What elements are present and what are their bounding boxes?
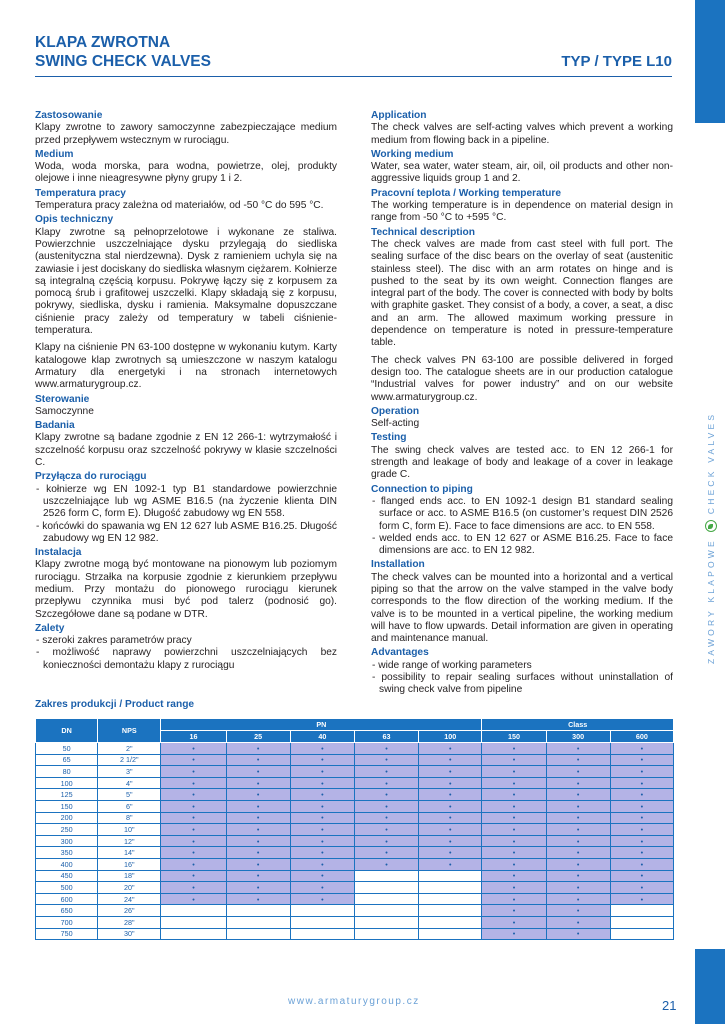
cell-available: •	[290, 824, 354, 836]
cell-empty	[226, 905, 290, 917]
cell-available: •	[354, 847, 418, 859]
section-paragraph: Klapy zwrotne są pełnoprzelotowe i wykonane ze staliwa. Powierzchnie uszczelniające dysku przylegają do siedliska (austenityczna stal nierdzewna). Dysk z ramieniem uchyla się na zawiasie i jest dociskany do siedliska własnym ciężarem. Kołnierze są integralną częścią korpusu. Pokrywę łączy się z korpusem za pomocą śrub i grafitowej uszczelki. Klapy składają się z korpusu, pokrywy, siedliska, dysku i ramienia. Maksymalne dopuszczane ciśnienie pracy zależy od temperatury w tabeli ciśnienie-temperatura.	[35, 226, 337, 337]
cell-nps: 2"	[98, 743, 161, 755]
cell-empty	[226, 928, 290, 940]
cell-available: •	[482, 905, 546, 917]
cell-available: •	[482, 789, 546, 801]
section-paragraph: Klapy zwrotne to zawory samoczynne zabezpieczające medium przed przepływem wstecznym w rurociągu.	[35, 122, 337, 146]
cell-nps: 14"	[98, 847, 161, 859]
cell-available: •	[161, 812, 226, 824]
header-class-group: Class	[482, 719, 674, 731]
cell-dn: 150	[36, 800, 98, 812]
cell-available: •	[290, 870, 354, 882]
section	[35, 149, 337, 186]
section	[371, 647, 673, 696]
cell-dn: 200	[36, 812, 98, 824]
cell-empty	[354, 893, 418, 905]
cell-available: •	[354, 835, 418, 847]
list-item: - flanged ends acc. to EN 1092-1 design B1 standard sealing surface or acc. to ASME B16.5 (on customer’s request DIN 2526 form C, form E). Face to face dimensions are acc. to EN 558.	[372, 495, 673, 532]
cell-available: •	[419, 777, 482, 789]
cell-available: •	[226, 766, 290, 778]
cell-available: •	[610, 835, 673, 847]
cell-available: •	[226, 835, 290, 847]
section-heading: Opis techniczny	[35, 214, 114, 226]
cell-available: •	[610, 743, 673, 755]
cell-available: •	[482, 800, 546, 812]
cell-available: •	[226, 743, 290, 755]
list-item: - possibility to repair sealing surfaces without uninstallation of swing check valve from pipeline	[372, 672, 673, 696]
section	[371, 188, 673, 225]
range-table-title: Zakres produkcji / Product range	[35, 699, 195, 710]
page-number: 21	[662, 998, 677, 1013]
cell-available: •	[610, 800, 673, 812]
section-heading: Zalety	[35, 622, 65, 634]
cell-empty	[354, 905, 418, 917]
cell-available: •	[226, 789, 290, 801]
section-paragraph: The swing check valves are tested acc. to EN 12 266-1 for strength and leakage of body and leakage of a cover in leakage grade C.	[371, 444, 673, 481]
cell-nps: 2 1/2"	[98, 754, 161, 766]
cell-available: •	[546, 812, 610, 824]
cell-dn: 125	[36, 789, 98, 801]
cell-available: •	[546, 789, 610, 801]
cell-available: •	[482, 766, 546, 778]
cell-empty	[610, 916, 673, 928]
leaf-logo-icon	[705, 520, 717, 532]
cell-empty	[161, 916, 226, 928]
cell-empty	[226, 916, 290, 928]
subheader-pn: 16	[161, 731, 226, 743]
section	[35, 214, 337, 391]
cell-available: •	[354, 754, 418, 766]
cell-available: •	[290, 893, 354, 905]
section-heading: Instalacja	[35, 547, 82, 559]
table-row	[36, 882, 674, 894]
cell-available: •	[419, 766, 482, 778]
cell-available: •	[546, 893, 610, 905]
subheader-pn: 25	[226, 731, 290, 743]
cell-available: •	[419, 835, 482, 847]
section	[35, 623, 337, 672]
section-paragraph: Woda, woda morska, para wodna, powietrze, olej, produkty olejowe i inne nieagresywne płyny grupy 1 i 2.	[35, 161, 337, 185]
cell-dn: 600	[36, 893, 98, 905]
list-item: - kołnierze wg EN 1092-1 typ B1 standardowe powierzchnie uszczelniające lub wg ASME B16.5 (na życzenie klienta DIN 2526 form C, form E). Długość zabudowy wg EN 558.	[36, 483, 337, 520]
table-row	[36, 870, 674, 882]
cell-dn: 250	[36, 824, 98, 836]
title-line-2: SWING CHECK VALVES	[35, 53, 211, 70]
list-item: - możliwość naprawy powierzchni uszczelniających bez konieczności demontażu klapy z rurociągu	[36, 647, 337, 671]
section	[371, 559, 673, 645]
table-row	[36, 905, 674, 917]
cell-available: •	[482, 743, 546, 755]
header-dn: DN	[36, 719, 98, 743]
cell-empty	[610, 905, 673, 917]
cell-available: •	[354, 743, 418, 755]
cell-available: •	[290, 766, 354, 778]
section-heading: Advantages	[371, 647, 429, 659]
cell-available: •	[546, 858, 610, 870]
type-label: TYP / TYPE L10	[561, 53, 672, 70]
cell-empty	[354, 870, 418, 882]
cell-available: •	[161, 800, 226, 812]
cell-available: •	[482, 893, 546, 905]
section-heading: Sterowanie	[35, 393, 90, 405]
cell-available: •	[482, 882, 546, 894]
cell-dn: 50	[36, 743, 98, 755]
cell-available: •	[419, 800, 482, 812]
cell-available: •	[419, 743, 482, 755]
subheader-class: 600	[610, 731, 673, 743]
table-row	[36, 754, 674, 766]
table-row	[36, 812, 674, 824]
cell-available: •	[546, 824, 610, 836]
section-paragraph: Self-acting	[371, 418, 420, 430]
cell-empty	[354, 916, 418, 928]
cell-available: •	[354, 789, 418, 801]
cell-available: •	[226, 858, 290, 870]
subheader-pn: 40	[290, 731, 354, 743]
left-column-polish	[35, 110, 337, 674]
cell-dn: 80	[36, 766, 98, 778]
cell-available: •	[482, 824, 546, 836]
list-item: - końcówki do spawania wg EN 12 627 lub ASME B16.25. Długość zabudowy wg EN 12 982.	[36, 520, 337, 544]
cell-nps: 12"	[98, 835, 161, 847]
cell-dn: 650	[36, 905, 98, 917]
table-row	[36, 824, 674, 836]
section-heading: Installation	[371, 559, 425, 571]
cell-empty	[419, 870, 482, 882]
list-item: - wide range of working parameters	[372, 659, 532, 671]
cell-dn: 100	[36, 777, 98, 789]
cell-available: •	[610, 789, 673, 801]
section	[371, 432, 673, 481]
cell-nps: 16"	[98, 858, 161, 870]
section-heading: Application	[371, 110, 427, 121]
cell-available: •	[482, 858, 546, 870]
cell-available: •	[546, 743, 610, 755]
cell-available: •	[161, 766, 226, 778]
cell-available: •	[546, 847, 610, 859]
cell-available: •	[226, 870, 290, 882]
cell-available: •	[546, 928, 610, 940]
table-row	[36, 928, 674, 940]
cell-dn: 700	[36, 916, 98, 928]
cell-available: •	[610, 766, 673, 778]
cell-empty	[419, 882, 482, 894]
cell-empty	[354, 928, 418, 940]
cell-available: •	[419, 754, 482, 766]
cell-available: •	[290, 812, 354, 824]
title-line-1: KLAPA ZWROTNA	[35, 34, 171, 51]
cell-available: •	[546, 766, 610, 778]
section-paragraph: The working temperature is in dependence on material design in range from -50 °C to +595 °C.	[371, 200, 673, 224]
section-list	[371, 660, 673, 697]
table-row	[36, 777, 674, 789]
cell-available: •	[161, 858, 226, 870]
section-heading: Przyłącza do rurociągu	[35, 471, 147, 483]
section	[371, 406, 673, 431]
section	[35, 394, 337, 419]
header-nps: NPS	[98, 719, 161, 743]
section-paragraph: Samoczynne	[35, 405, 94, 417]
table-row	[36, 858, 674, 870]
header-pn-group: PN	[161, 719, 482, 731]
section	[371, 227, 673, 404]
cell-available: •	[546, 905, 610, 917]
section-paragraph: Klapy zwrotne mogą być montowane na pionowym lub poziomym rurociągu. Strzałka na korpusie zgodnie z kierunkiem przepływu medium. Przy montażu do pionowego rurociągu kierunek przepływu czynnika musi być pod talerz (podnosić go). Szczegółowe dane są podane w DTR.	[35, 559, 337, 620]
cell-nps: 5"	[98, 789, 161, 801]
cell-available: •	[482, 928, 546, 940]
cell-available: •	[546, 800, 610, 812]
section-paragraph: Klapy zwrotne są badane zgodnie z EN 12 266-1: wytrzymałość i szczelność korpusu oraz szczelność pokrywy w klasie szczelności C.	[35, 432, 337, 469]
cell-available: •	[290, 754, 354, 766]
cell-nps: 4"	[98, 777, 161, 789]
section-paragraph: Water, sea water, water steam, air, oil, oil products and other non-aggressive liquids group 1 and 2.	[371, 161, 673, 185]
section-paragraph: Temperatura pracy zależna od materiałów, od -50 °C do 595 °C.	[35, 200, 324, 212]
cell-available: •	[419, 847, 482, 859]
cell-available: •	[290, 882, 354, 894]
cell-available: •	[161, 893, 226, 905]
section	[35, 110, 337, 147]
cell-available: •	[482, 754, 546, 766]
cell-dn: 500	[36, 882, 98, 894]
cell-available: •	[290, 743, 354, 755]
cell-nps: 3"	[98, 766, 161, 778]
cell-available: •	[419, 812, 482, 824]
table-row	[36, 789, 674, 801]
table-row	[36, 766, 674, 778]
cell-available: •	[610, 824, 673, 836]
cell-available: •	[610, 870, 673, 882]
cell-available: •	[610, 893, 673, 905]
cell-available: •	[161, 882, 226, 894]
cell-available: •	[161, 754, 226, 766]
cell-available: •	[354, 812, 418, 824]
cell-empty	[290, 905, 354, 917]
cell-nps: 24"	[98, 893, 161, 905]
range-table-body	[36, 743, 674, 940]
cell-available: •	[290, 858, 354, 870]
cell-available: •	[161, 743, 226, 755]
section	[371, 110, 673, 147]
cell-available: •	[482, 870, 546, 882]
section-heading: Medium	[35, 148, 74, 160]
cell-available: •	[610, 882, 673, 894]
section	[35, 547, 337, 621]
cell-empty	[419, 928, 482, 940]
cell-available: •	[226, 812, 290, 824]
subheader-pn: 100	[419, 731, 482, 743]
footer-url: www.armaturygroup.cz	[288, 996, 420, 1007]
subheader-pn: 63	[354, 731, 418, 743]
product-range-table	[35, 718, 674, 940]
cell-empty	[290, 916, 354, 928]
section-heading: Pracovní teplota / Working temperature	[371, 187, 562, 199]
cell-available: •	[226, 754, 290, 766]
cell-available: •	[610, 858, 673, 870]
subheader-class: 150	[482, 731, 546, 743]
section-heading: Badania	[35, 420, 75, 432]
cell-nps: 30"	[98, 928, 161, 940]
cell-empty	[419, 893, 482, 905]
cell-nps: 18"	[98, 870, 161, 882]
cell-dn: 65	[36, 754, 98, 766]
cell-available: •	[290, 777, 354, 789]
cell-available: •	[482, 847, 546, 859]
header-rule	[35, 76, 672, 77]
cell-available: •	[419, 789, 482, 801]
cell-empty	[354, 882, 418, 894]
cell-available: •	[354, 766, 418, 778]
cell-available: •	[226, 882, 290, 894]
cell-available: •	[161, 777, 226, 789]
section	[371, 149, 673, 186]
section-heading: Technical description	[371, 226, 475, 238]
cell-nps: 10"	[98, 824, 161, 836]
cell-dn: 300	[36, 835, 98, 847]
cell-available: •	[290, 835, 354, 847]
section	[35, 188, 337, 213]
cell-nps: 20"	[98, 882, 161, 894]
cell-available: •	[482, 916, 546, 928]
section-paragraph: The check valves are made from cast steel with full port. The sealing surface of the disc bears on the overlay of seat (austenitic stainless steel). The disc with an arm rotates on hinge and is pushed to the seat by its own weight. Connection flanges are integral part of the body. The cover is connected with body by bolts with graphite gasket. They consist of a body, a cover, a seat, a disc and an arm. The allowed maximum working pressure in dependence on temperature is noted in pressure-temperature table.	[371, 238, 673, 349]
section	[371, 484, 673, 558]
cell-available: •	[610, 754, 673, 766]
side-caption	[705, 412, 717, 664]
cell-available: •	[546, 754, 610, 766]
table-row	[36, 847, 674, 859]
cell-empty	[610, 928, 673, 940]
page-title	[35, 33, 211, 71]
cell-empty	[419, 905, 482, 917]
cell-available: •	[419, 858, 482, 870]
cell-available: •	[161, 870, 226, 882]
section-paragraph: Klapy na ciśnienie PN 63-100 dostępne w wykonaniu kutym. Karty katalogowe klap zwrotnych są umieszczone w naszym katalogu Armatury dla energetyki i na stronach internetowych www.armaturygroup.cz.	[35, 342, 337, 391]
cell-available: •	[354, 824, 418, 836]
table-row	[36, 916, 674, 928]
cell-nps: 28"	[98, 916, 161, 928]
cell-available: •	[610, 847, 673, 859]
table-row	[36, 800, 674, 812]
cell-available: •	[482, 835, 546, 847]
section-heading: Operation	[371, 405, 420, 417]
cell-empty	[419, 916, 482, 928]
section-heading: Testing	[371, 432, 407, 444]
bottom-side-bar	[695, 949, 725, 1024]
section-heading: Temperatura pracy	[35, 187, 126, 199]
cell-available: •	[290, 847, 354, 859]
cell-available: •	[354, 800, 418, 812]
cell-available: •	[161, 847, 226, 859]
cell-available: •	[161, 824, 226, 836]
cell-available: •	[226, 777, 290, 789]
section-list	[371, 496, 673, 557]
top-side-bar	[695, 0, 725, 123]
section	[35, 420, 337, 469]
table-row	[36, 893, 674, 905]
table-row	[36, 743, 674, 755]
cell-available: •	[161, 835, 226, 847]
cell-nps: 26"	[98, 905, 161, 917]
cell-dn: 400	[36, 858, 98, 870]
side-caption-right: CHECK VALVES	[706, 411, 716, 515]
cell-available: •	[226, 847, 290, 859]
subheader-class: 300	[546, 731, 610, 743]
cell-dn: 750	[36, 928, 98, 940]
section-paragraph: The check valves can be mounted into a horizontal and a vertical piping so that the arrow on the valve stamped in the valve body corresponds to the flow direction of the working medium. If the valve is to be mounted in a vertical pipeline, the working medium will have to flow upwards. Detail information are given in operating and maintenance manual.	[371, 571, 673, 645]
cell-nps: 6"	[98, 800, 161, 812]
cell-empty	[290, 928, 354, 940]
list-item: - szeroki zakres parametrów pracy	[36, 635, 192, 647]
section-paragraph: The check valves are self-acting valves which prevent a working medium from flowing back in a pipeline.	[371, 122, 673, 146]
cell-available: •	[546, 916, 610, 928]
cell-dn: 350	[36, 847, 98, 859]
cell-available: •	[482, 812, 546, 824]
section-heading: Connection to piping	[371, 483, 473, 495]
cell-nps: 8"	[98, 812, 161, 824]
cell-available: •	[546, 835, 610, 847]
cell-available: •	[482, 777, 546, 789]
section-list	[35, 484, 337, 545]
cell-available: •	[546, 882, 610, 894]
section-list	[35, 635, 337, 672]
cell-available: •	[610, 812, 673, 824]
right-column-english	[371, 110, 673, 699]
cell-available: •	[226, 824, 290, 836]
cell-empty	[161, 928, 226, 940]
cell-available: •	[354, 858, 418, 870]
list-item: - welded ends acc. to EN 12 627 or ASME B16.25. Face to face dimensions are acc. to EN 12 982.	[372, 532, 673, 557]
section-paragraph: The check valves PN 63-100 are possible delivered in forged design too. The catalogue sheets are in our production catalogue “Industrial valves for power industry” and on our website www.armaturygroup.cz.	[371, 354, 673, 403]
cell-available: •	[546, 777, 610, 789]
cell-available: •	[226, 800, 290, 812]
section-heading: Zastosowanie	[35, 110, 103, 121]
cell-available: •	[610, 777, 673, 789]
section	[35, 471, 337, 545]
cell-available: •	[161, 789, 226, 801]
cell-available: •	[290, 800, 354, 812]
cell-available: •	[226, 893, 290, 905]
cell-dn: 450	[36, 870, 98, 882]
cell-empty	[161, 905, 226, 917]
cell-available: •	[290, 789, 354, 801]
section-heading: Working medium	[371, 148, 454, 160]
cell-available: •	[354, 777, 418, 789]
cell-available: •	[419, 824, 482, 836]
table-row	[36, 835, 674, 847]
cell-available: •	[546, 870, 610, 882]
side-caption-left: ZAWORY KLAPOWE	[706, 538, 716, 664]
